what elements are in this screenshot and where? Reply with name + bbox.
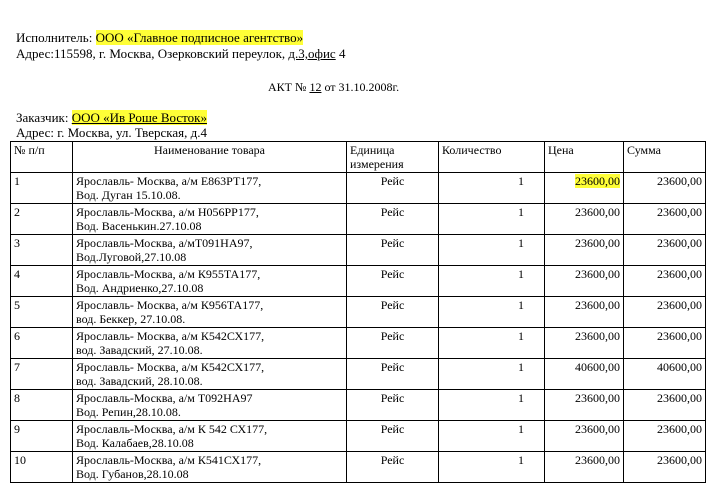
row-item-name [73, 204, 347, 235]
row-number: 9 [11, 421, 73, 452]
col-header-number: № п/п [11, 142, 73, 173]
table-row [11, 328, 706, 359]
row-qty: 1 [439, 328, 545, 359]
table-row [11, 204, 706, 235]
table-row [11, 297, 706, 328]
row-unit: Рейс [347, 266, 439, 297]
row-qty: 1 [439, 359, 545, 390]
row-price [545, 173, 624, 204]
row-item-driver: вод. Завадский, 27.10.08. [76, 343, 203, 357]
row-unit: Рейс [347, 390, 439, 421]
row-item-route: Ярославль-Москва, а/м К541СХ177, [76, 453, 262, 467]
row-item-route: Ярославль-Москва, а/мТ091НА97, [76, 236, 253, 250]
row-item-name [73, 452, 347, 483]
row-item-name [73, 266, 347, 297]
row-item-route: Ярославль-Москва, а/м К 542 СХ177, [76, 422, 268, 436]
row-item-route: Ярославль-Москва, а/м К955ТА177, [76, 267, 261, 281]
row-item-driver: Вод. Андриенко,27.10.08 [76, 281, 204, 295]
table-row [11, 235, 706, 266]
table-row [11, 266, 706, 297]
col-header-price: Цена [545, 142, 624, 173]
executor-name: ООО «Главное подписное агентство» [95, 30, 304, 45]
row-price [545, 297, 624, 328]
executor-address-office: д.3,офис [288, 46, 336, 61]
row-price-value: 23600,00 [575, 236, 620, 250]
customer-line [16, 110, 207, 126]
row-price [545, 421, 624, 452]
row-item-driver: Вод.Луговой,27.10.08 [76, 250, 187, 264]
row-qty: 1 [439, 173, 545, 204]
row-sum: 23600,00 [624, 328, 706, 359]
row-item-route: Ярославль- Москва, а/м Е863РТ177, [76, 174, 262, 188]
row-item-name [73, 173, 347, 204]
row-qty: 1 [439, 235, 545, 266]
row-sum: 23600,00 [624, 452, 706, 483]
act-date: от 31.10.2008г. [321, 80, 400, 94]
row-price [545, 266, 624, 297]
items-table [10, 141, 706, 483]
table-row [11, 452, 706, 483]
table-row [11, 390, 706, 421]
row-unit: Рейс [347, 328, 439, 359]
row-item-driver: Вод. Васенькин.27.10.08 [76, 219, 202, 233]
row-price-value: 40600,00 [575, 360, 620, 374]
row-sum: 23600,00 [624, 266, 706, 297]
row-item-driver: вод. Беккер, 27.10.08. [76, 312, 186, 326]
table-row [11, 173, 706, 204]
row-item-route: Ярославль-Москва, а/м Н056РР177, [76, 205, 259, 219]
row-price-value: 23600,00 [575, 422, 620, 436]
row-sum: 23600,00 [624, 235, 706, 266]
executor-address-num: 4 [335, 46, 346, 61]
col-header-qty: Количество [439, 142, 545, 173]
row-price-value: 23600,00 [575, 329, 620, 343]
row-item-driver: Вод. Дуган 15.10.08. [76, 188, 181, 202]
table-row [11, 421, 706, 452]
row-item-route: Ярославль- Москва, а/м К956ТА177, [76, 298, 264, 312]
row-price [545, 328, 624, 359]
row-item-name [73, 390, 347, 421]
row-sum: 23600,00 [624, 390, 706, 421]
row-price-value: 23600,00 [575, 391, 620, 405]
row-qty: 1 [439, 204, 545, 235]
row-qty: 1 [439, 421, 545, 452]
row-qty: 1 [439, 297, 545, 328]
customer-label: Заказчик: [16, 110, 69, 125]
row-number: 7 [11, 359, 73, 390]
row-unit: Рейс [347, 421, 439, 452]
col-header-unit: Единица измерения [347, 142, 439, 173]
row-item-driver: Вод. Калабаев,28.10.08 [76, 436, 194, 450]
row-price-value: 23600,00 [575, 205, 620, 219]
row-item-name [73, 328, 347, 359]
table-row [11, 359, 706, 390]
row-price [545, 235, 624, 266]
row-price-value: 23600,00 [575, 174, 620, 188]
row-qty: 1 [439, 452, 545, 483]
row-sum: 23600,00 [624, 421, 706, 452]
row-price [545, 204, 624, 235]
row-item-route: Ярославль-Москва, а/м Т092НА97 [76, 391, 253, 405]
row-item-route: Ярославль- Москва, а/м К542СХ177, [76, 360, 265, 374]
col-header-name: Наименование товара [73, 142, 347, 173]
row-sum: 23600,00 [624, 297, 706, 328]
row-sum: 23600,00 [624, 173, 706, 204]
row-qty: 1 [439, 266, 545, 297]
row-price-value: 23600,00 [575, 267, 620, 281]
row-item-driver: Вод. Репин,28.10.08. [76, 405, 181, 419]
act-number: 12 [309, 80, 322, 94]
row-item-driver: вод. Завадский, 28.10.08. [76, 374, 203, 388]
row-item-name [73, 235, 347, 266]
executor-line [16, 30, 303, 46]
row-item-name [73, 297, 347, 328]
executor-address-text: Адрес:115598, г. Москва, Озерковский переулок, [16, 46, 289, 61]
row-number: 10 [11, 452, 73, 483]
row-number: 1 [11, 173, 73, 204]
row-unit: Рейс [347, 452, 439, 483]
row-price [545, 452, 624, 483]
customer-name: ООО «Ив Роше Восток» [71, 110, 207, 125]
row-item-driver: Вод. Губанов,28.10.08 [76, 467, 189, 481]
row-price-value: 23600,00 [575, 453, 620, 467]
row-unit: Рейс [347, 235, 439, 266]
row-price [545, 390, 624, 421]
row-unit: Рейс [347, 204, 439, 235]
row-sum: 23600,00 [624, 204, 706, 235]
row-number: 6 [11, 328, 73, 359]
act-title [268, 80, 399, 95]
table-header-row [11, 142, 706, 173]
customer-address: Адрес: г. Москва, ул. Тверская, д.4 [16, 125, 208, 140]
row-unit: Рейс [347, 173, 439, 204]
row-number: 2 [11, 204, 73, 235]
row-unit: Рейс [347, 297, 439, 328]
row-qty: 1 [439, 390, 545, 421]
row-unit: Рейс [347, 359, 439, 390]
row-number: 4 [11, 266, 73, 297]
row-item-name [73, 421, 347, 452]
executor-address [16, 46, 345, 62]
row-price-value: 23600,00 [575, 298, 620, 312]
row-item-route: Ярославль- Москва, а/м К542СХ177, [76, 329, 265, 343]
row-number: 3 [11, 235, 73, 266]
col-header-sum: Сумма [624, 142, 706, 173]
row-price [545, 359, 624, 390]
act-prefix: АКТ № [268, 80, 307, 94]
row-item-name [73, 359, 347, 390]
row-number: 5 [11, 297, 73, 328]
row-number: 8 [11, 390, 73, 421]
row-sum: 40600,00 [624, 359, 706, 390]
executor-label: Исполнитель: [16, 30, 93, 45]
